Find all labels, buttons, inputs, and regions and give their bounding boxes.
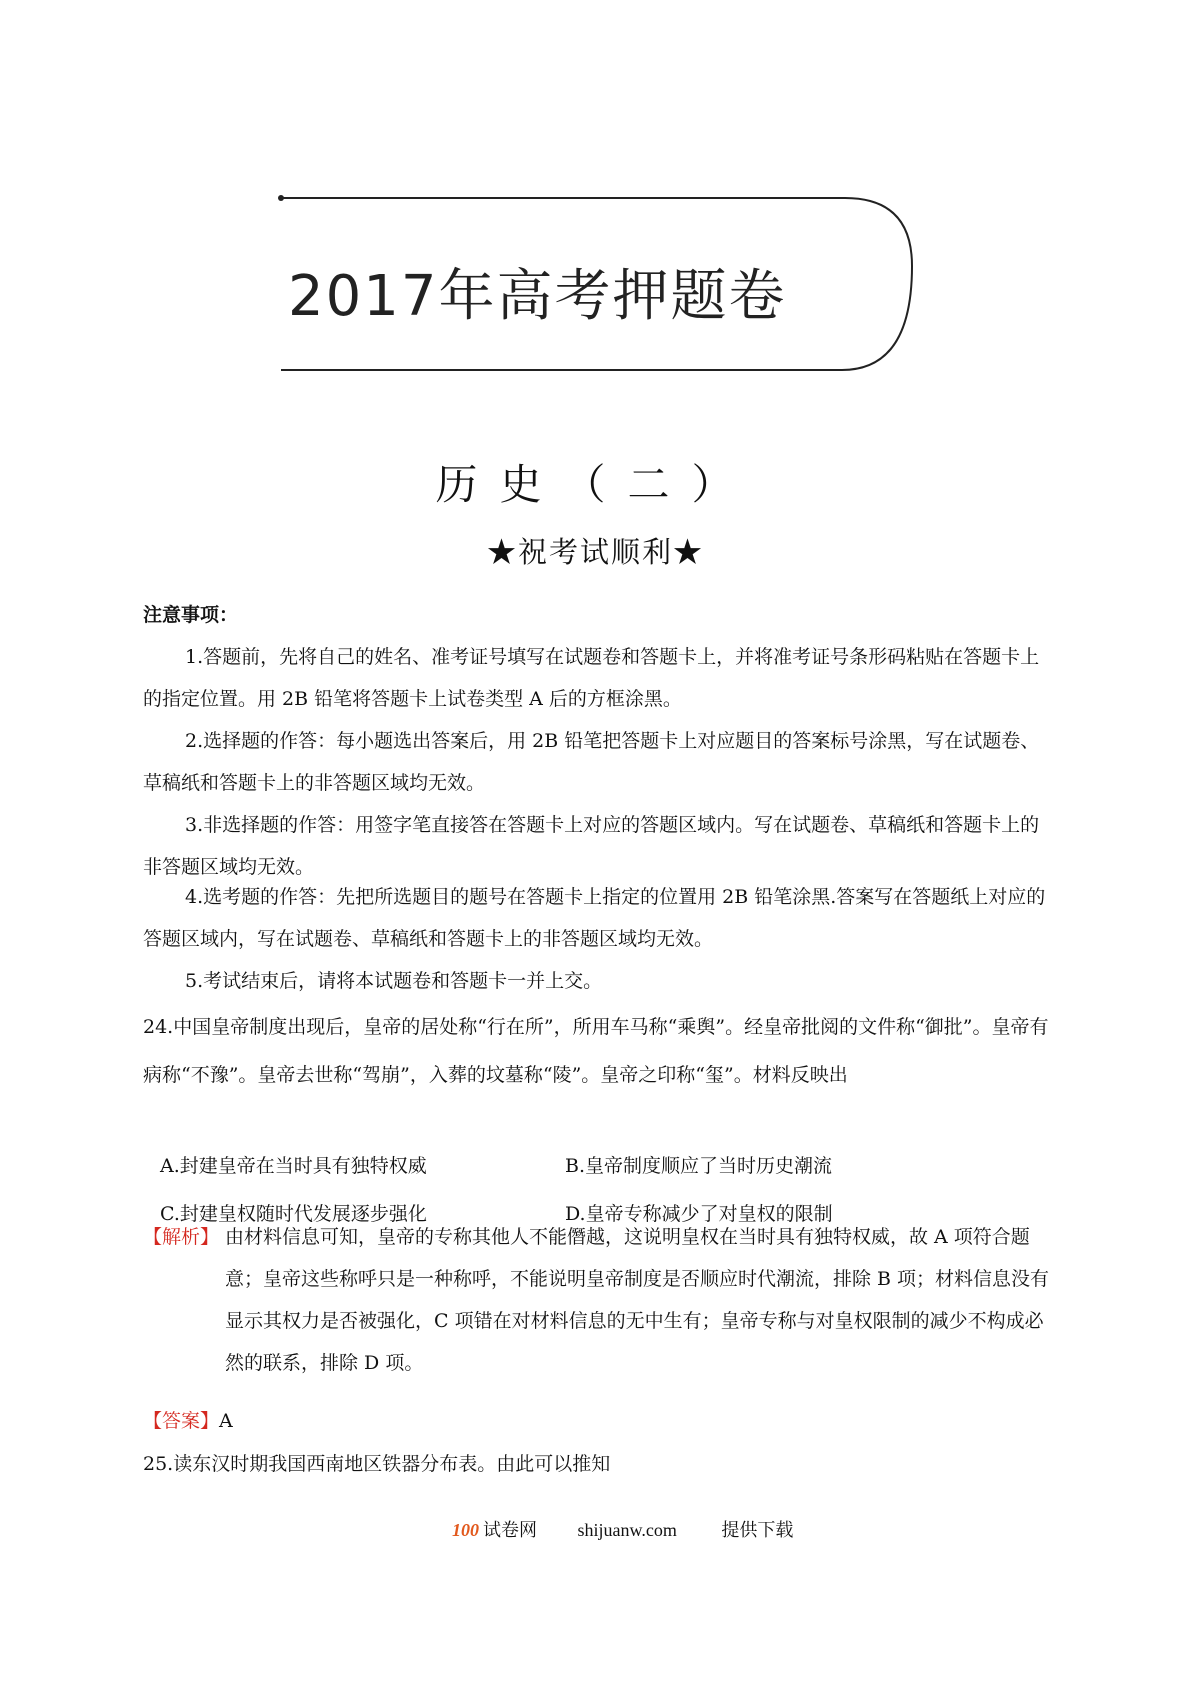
- notice-item-4: [143, 876, 1055, 960]
- answer-value: A: [219, 1410, 233, 1432]
- option-b: B.皇帝制度顺应了当时历史潮流: [565, 1155, 833, 1177]
- subject-title: 历史（二）: [435, 460, 756, 509]
- question-24-stem: 24.中国皇帝制度出现后，皇帝的居处称“行在所”，所用车马称“乘舆”。经皇帝批阅的文件称“御批”。皇帝有病称“不豫”。皇帝去世称“驾崩”，入葬的坟墓称“陵”。皇帝之印称“玺”。材料反映出: [143, 1016, 1049, 1086]
- option-a: A.封建皇帝在当时具有独特权威: [160, 1155, 427, 1177]
- notice-item-5: [143, 960, 1055, 1002]
- option-d: D.皇帝专称减少了对皇权的限制: [565, 1203, 833, 1225]
- logo-text: 试卷网: [483, 1520, 537, 1540]
- notice-heading: 注意事项：: [143, 604, 239, 626]
- logo-100: 100: [452, 1520, 479, 1540]
- notice-item-text: 2.选择题的作答：每小题选出答案后，用 2B 铅笔把答题卡上对应题目的答案标号涂黑，写在试题卷、草稿纸和答题卡上的非答题区域均无效。: [143, 730, 1040, 794]
- option-c: C.封建皇权随时代发展逐步强化: [160, 1203, 427, 1225]
- notice-item-text: 3.非选择题的作答：用签字笔直接答在答题卡上对应的答题区域内。写在试题卷、草稿纸和答题卡上的非答题区域均无效。: [143, 814, 1040, 878]
- analysis-label: 【解析】: [143, 1226, 220, 1248]
- banner-title: 2017年高考押题卷: [288, 264, 787, 329]
- notice-item-text: 4.选考题的作答：先把所选题目的题号在答题卡上指定的位置用 2B 铅笔涂黑.答案写在答题纸上对应的答题区域内，写在试题卷、草稿纸和答题卡上的非答题区域均无效。: [143, 886, 1046, 950]
- blessing: ★祝考试顺利★: [486, 535, 704, 569]
- question-25-stem: 25.读东汉时期我国西南地区铁器分布表。由此可以推知: [143, 1453, 611, 1475]
- footer: [452, 1516, 793, 1542]
- notice-item-text: 5.考试结束后，请将本试题卷和答题卡一并上交。: [185, 970, 603, 992]
- answer-line: [143, 1400, 233, 1442]
- site-url: shijuanw.com: [577, 1520, 677, 1540]
- notice-item-1: [143, 636, 1055, 720]
- answer-label: 【答案】: [143, 1410, 220, 1432]
- banner-frame: [0, 0, 1191, 400]
- download-text: 提供下载: [721, 1520, 794, 1540]
- notice-item-text: 1.答题前，先将自己的姓名、准考证号填写在试题卷和答题卡上，并将准考证号条形码粘贴在答题卡上的指定位置。用 2B 铅笔将答题卡上试卷类型 A 后的方框涂黑。: [143, 646, 1040, 710]
- analysis-text: 由材料信息可知，皇帝的专称其他人不能僭越，这说明皇权在当时具有独特权威，故 A 项符合题意；皇帝这些称呼只是一种称呼，不能说明皇帝制度是否顺应时代潮流，排除 B 项；材料信息没有显示其权力是否被强化，C 项错在对材料信息的无中生有；皇帝专称与对皇权限制的减少不构成必然的联系，排除 D 项。: [225, 1226, 1050, 1374]
- notice-item-2: [143, 720, 1055, 804]
